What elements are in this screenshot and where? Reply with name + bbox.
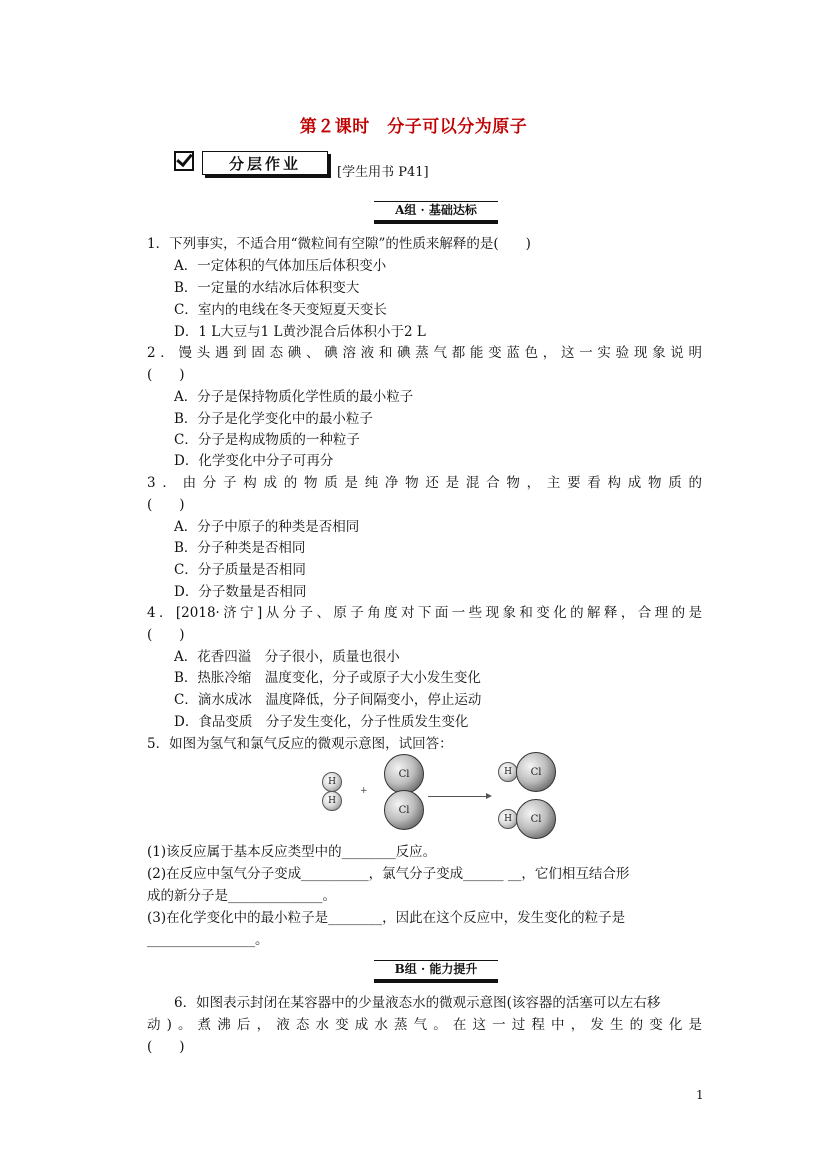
question-4-option-c: C．滴水成冰 温度降低，分子间隔变小，停止运动 <box>174 692 482 708</box>
question-5-part-2: (2)在反应中氢气分子变成__________，氯气分子变成______ __，它们相互结合形 <box>147 866 630 882</box>
question-4-option-b: B．热胀冷缩 温度变化，分子或原子大小发生变化 <box>174 670 481 686</box>
question-1-option-a: A．一定体积的气体加压后体积变小 <box>174 258 387 274</box>
chlorine-atom: Cl <box>384 790 424 830</box>
chlorine-atom: Cl <box>516 799 556 839</box>
question-1-option-b: B．一定量的水结冰后体积变大 <box>174 280 360 296</box>
group-a-heading: A组 · 基础达标 <box>374 201 498 222</box>
question-4-blank: ( ) <box>147 627 185 643</box>
reaction-arrow <box>428 796 490 797</box>
question-2-option-c: C．分子是构成物质的一种粒子 <box>174 432 360 448</box>
plus-sign: + <box>360 786 368 796</box>
checkbox-icon <box>174 151 194 171</box>
question-5-part-1: (1)该反应属于基本反应类型中的________反应。 <box>147 844 437 860</box>
question-2-option-b: B．分子是化学变化中的最小粒子 <box>174 411 373 427</box>
question-5-part-3-cont: ________________。 <box>147 932 269 948</box>
question-2-blank: ( ) <box>147 367 185 383</box>
question-2-stem: 2．馒头遇到固态碘、碘溶液和碘蒸气都能变蓝色，这一实验现象说明 <box>147 345 702 361</box>
section-label: 分层作业 <box>228 155 301 173</box>
page-number: 1 <box>696 1088 704 1102</box>
question-6-blank: ( ) <box>147 1039 185 1055</box>
question-3-blank: ( ) <box>147 497 185 513</box>
question-4-option-d: D．食品变质 分子发生变化，分子性质发生变化 <box>174 714 469 730</box>
question-5-part-2-cont: 成的新分子是______________。 <box>147 888 336 904</box>
hydrogen-atom: H <box>322 772 342 792</box>
question-3-stem: 3．由分子构成的物质是纯净物还是混合物，主要看构成物质的 <box>147 475 702 491</box>
question-3-option-b: B．分子种类是否相同 <box>174 540 306 556</box>
hydrogen-atom: H <box>498 762 518 782</box>
group-b-heading: B组 · 能力提升 <box>374 960 498 981</box>
question-6-line-1: 6．如图表示封闭在某容器中的少量液态水的微观示意图(该容器的活塞可以左右移 <box>174 995 661 1011</box>
hydrogen-atom: H <box>498 809 518 829</box>
book-reference: [学生用书 P41] <box>337 165 429 180</box>
question-1-option-c: C．室内的电线在冬天变短夏天变长 <box>174 302 387 318</box>
question-3-option-d: D．分子数量是否相同 <box>174 584 307 600</box>
question-2-option-a: A．分子是保持物质化学性质的最小粒子 <box>174 389 414 405</box>
hydrogen-atom: H <box>322 791 342 811</box>
question-3-option-a: A．分子中原子的种类是否相同 <box>174 519 360 535</box>
page-title: 第２课时 分子可以分为原子 <box>299 117 528 137</box>
question-3-option-c: C．分子质量是否相同 <box>174 562 306 578</box>
question-1-option-d: D．1 L大豆与1 L黄沙混合后体积小于2 L <box>174 324 426 340</box>
question-4-option-a: A．花香四溢 分子很小，质量也很小 <box>174 649 400 665</box>
question-1-stem: 1．下列事实，不适合用“微粒间有空隙”的性质来解释的是( ) <box>147 236 531 252</box>
question-5-stem: 5．如图为氢气和氯气反应的微观示意图，试回答： <box>147 736 453 752</box>
chlorine-atom: Cl <box>516 752 556 792</box>
chlorine-atom: Cl <box>384 754 424 794</box>
question-5-part-3: (3)在化学变化中的最小粒子是________，因此在这个反应中，发生变化的粒子是 <box>147 910 626 926</box>
question-4-stem: 4．[2018·济宁]从分子、原子角度对下面一些现象和变化的解释，合理的是 <box>147 605 702 621</box>
question-6-line-2: 动)。煮沸后，液态水变成水蒸气。在这一过程中，发生的变化是 <box>147 1017 702 1033</box>
question-2-option-d: D．化学变化中分子可再分 <box>174 453 334 469</box>
section-label-box <box>202 151 328 175</box>
